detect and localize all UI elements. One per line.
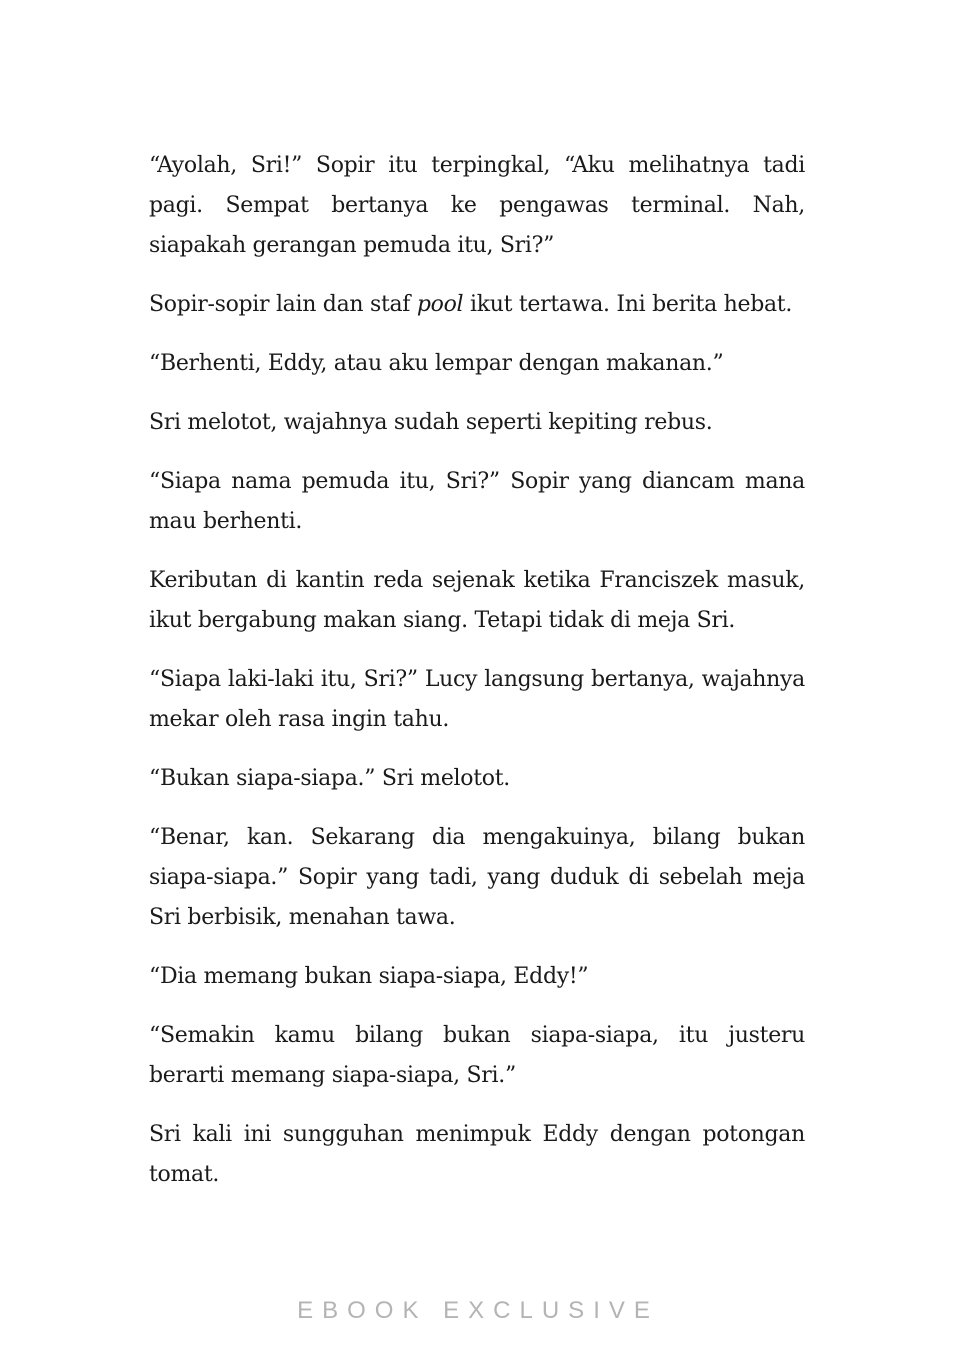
paragraph-text: Sopir-sopir lain dan staf (149, 292, 417, 317)
paragraph: “Siapa nama pemuda itu, Sri?” Sopir yang diancam mana mau berhenti. (149, 469, 805, 534)
paragraph: “Siapa laki-laki itu, Sri?” Lucy langsung bertanya, wajahnya mekar oleh rasa ingin tahu. (149, 667, 805, 732)
paragraph: “Benar, kan. Sekarang dia mengakuinya, bilang bukan siapa-siapa.” Sopir yang tadi, yang duduk di sebelah meja Sri berbisik, menahan tawa. (149, 825, 805, 930)
paragraph: “Berhenti, Eddy, atau aku lempar dengan makanan.” (149, 351, 724, 376)
paragraph-text: ikut tertawa. Ini berita hebat. (463, 292, 793, 317)
paragraph: “Dia memang bukan siapa-siapa, Eddy!” (149, 964, 589, 989)
page-body (149, 146, 805, 1214)
paragraph: “Ayolah, Sri!” Sopir itu terpingkal, “Aku melihatnya tadi pagi. Sempat bertanya ke pengawas terminal. Nah, siapakah gerangan pemuda itu, Sri?” (149, 153, 805, 258)
paragraph: Sri kali ini sungguhan menimpuk Eddy dengan potongan tomat. (149, 1122, 805, 1187)
paragraph: “Bukan siapa-siapa.” Sri melotot. (149, 766, 510, 791)
italic-word: pool (416, 292, 464, 317)
paragraph: Keributan di kantin reda sejenak ketika Franciszek masuk, ikut bergabung makan siang. Tetapi tidak di meja Sri. (149, 568, 805, 633)
footer-watermark: EBOOK EXCLUSIVE (297, 1297, 659, 1324)
paragraph: Sri melotot, wajahnya sudah seperti kepiting rebus. (149, 410, 713, 435)
paragraph: “Semakin kamu bilang bukan siapa-siapa, itu justeru berarti memang siapa-siapa, Sri.” (149, 1023, 805, 1088)
paragraph (149, 285, 805, 325)
